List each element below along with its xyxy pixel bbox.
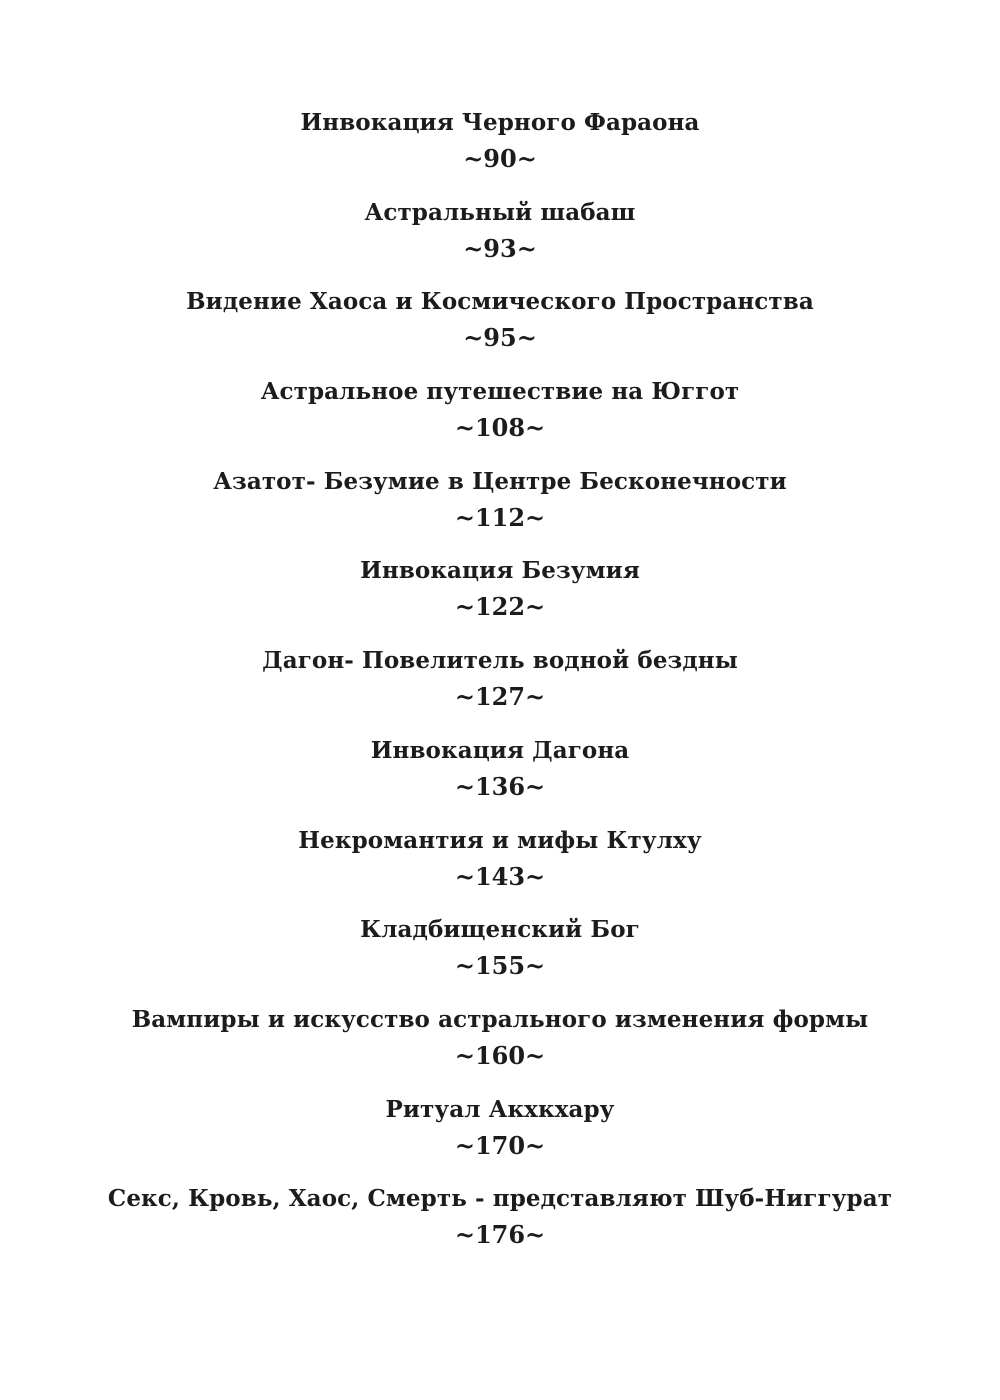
- toc-entry: [0, 463, 1000, 553]
- toc-entry-page-number: ~176~: [454, 1220, 546, 1250]
- toc-entry: [0, 552, 1000, 642]
- table-of-contents: [0, 104, 1000, 1270]
- toc-entry-page-number: ~122~: [454, 592, 546, 622]
- toc-entry-title: Некромантия и мифы Ктулху: [298, 826, 702, 854]
- toc-entry-title: Дагон- Повелитель водной бездны: [262, 647, 738, 675]
- toc-entry-title: Инвокация Черного Фараона: [300, 109, 700, 136]
- toc-entry-title: Астральное путешествие на Юггот: [260, 378, 740, 406]
- toc-entry-title: Кладбищенский Бог: [360, 916, 640, 944]
- toc-entry: [0, 194, 1000, 284]
- toc-entry-page-number: ~90~: [463, 144, 537, 173]
- toc-entry-page-number: ~160~: [454, 1040, 546, 1070]
- toc-entry-page-number: ~112~: [454, 502, 546, 532]
- toc-entry-title: Секс, Кровь, Хаос, Смерть - представляют Шуб-Ниггурат: [107, 1185, 893, 1213]
- toc-entry-page-number: ~136~: [454, 771, 546, 801]
- toc-entry-title: Азатот- Безумие в Центре Бесконечности: [213, 467, 787, 495]
- toc-entry-title: Инвокация Дагона: [370, 736, 630, 764]
- toc-entry-page-number: ~155~: [454, 951, 546, 981]
- toc-entry-page-number: ~93~: [463, 233, 537, 263]
- toc-entry-title: Инвокация Безумия: [360, 557, 640, 585]
- toc-entry-page-number: ~127~: [454, 682, 546, 712]
- toc-entry: [0, 1001, 1000, 1091]
- toc-entry-title: Астральный шабаш: [364, 198, 636, 226]
- toc-entry-page-number: ~170~: [454, 1130, 546, 1160]
- toc-entry-page-number: ~108~: [454, 413, 546, 443]
- toc-entry: [0, 642, 1000, 732]
- toc-entry-page-number: ~143~: [454, 861, 546, 891]
- toc-entry: [0, 822, 1000, 912]
- toc-entry-title: Видение Хаоса и Космического Пространства: [186, 288, 814, 316]
- toc-entry: [0, 1180, 1000, 1270]
- toc-entry: [0, 1091, 1000, 1181]
- toc-entry-title: Вампиры и искусство астрального изменения формы: [131, 1005, 869, 1033]
- toc-entry: [0, 732, 1000, 822]
- toc-entry: [0, 911, 1000, 1001]
- toc-entry: [0, 373, 1000, 463]
- toc-entry-page-number: ~95~: [463, 323, 537, 353]
- toc-entry: [0, 283, 1000, 373]
- toc-entry-title: Ритуал Акхкхару: [385, 1095, 615, 1123]
- toc-entry: [0, 104, 1000, 194]
